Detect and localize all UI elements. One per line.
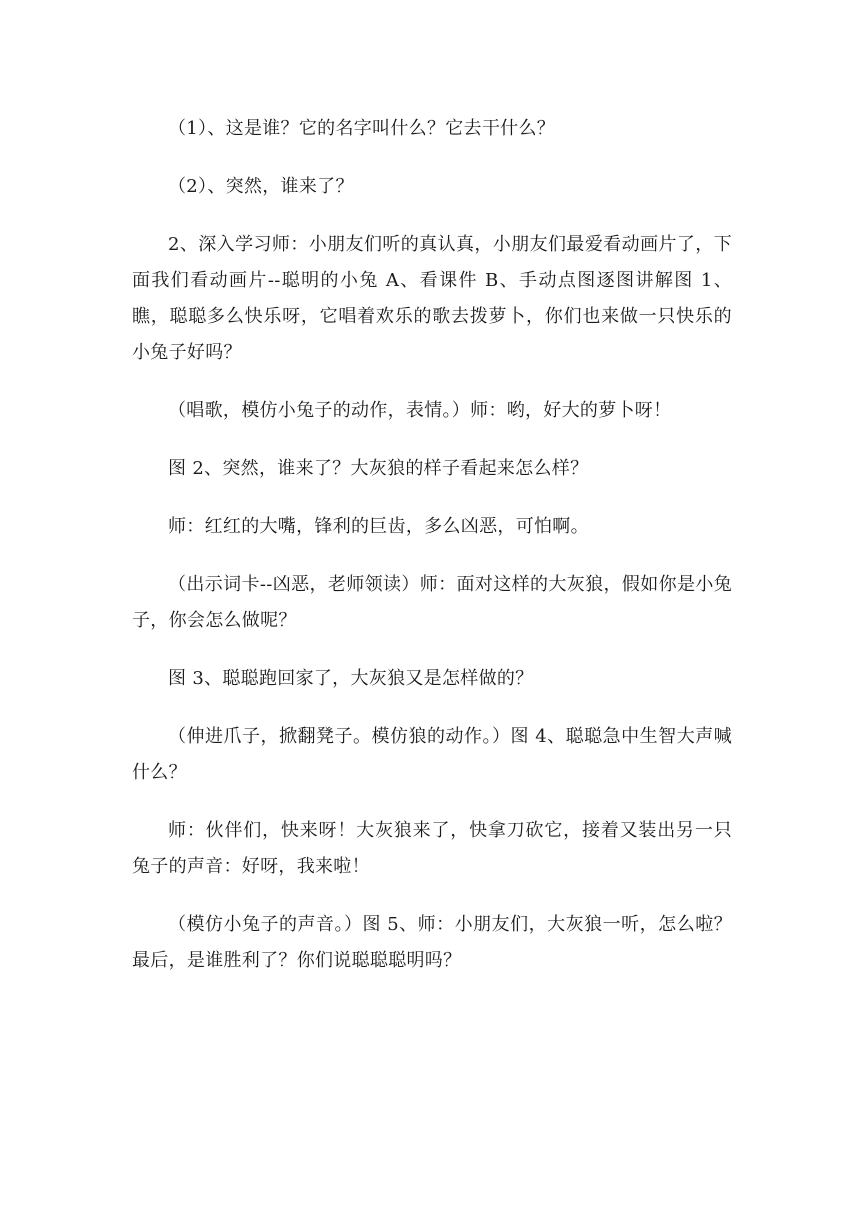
- paragraph-question-2: （2）、突然，谁来了？: [168, 176, 354, 197]
- paragraph-picture-3: 图 3、聪聪跑回家了，大灰狼又是怎样做的？: [168, 668, 534, 689]
- paragraph-singing: （唱歌，模仿小兔子的动作，表情。）师：哟，好大的萝卜呀！: [168, 400, 672, 421]
- paragraph-deep-learning: 2、深入学习师：小朋友们听的真认真，小朋友们最爱看动画片了，下面我们看动画片--聪明的小兔 A、看课件 B、手动点图逐图讲解图 1、瞧，聪聪多么快乐呀，它唱着欢乐的歌去拨萝卜，你们也来做一只快乐的小兔子好吗？: [132, 234, 732, 363]
- paragraph-question-1: （1）、这是谁？它的名字叫什么？它去干什么？: [168, 118, 556, 139]
- paragraph-picture-2: 图 2、突然，谁来了？大灰狼的样子看起来怎么样？: [168, 458, 589, 479]
- paragraph-teacher-wolf: 师：红红的大嘴，锋利的巨齿，多么凶恶，可怕啊。: [168, 516, 589, 537]
- document-body: [132, 111, 732, 1001]
- paragraph-picture-5: （模仿小兔子的声音。）图 5、师：小朋友们，大灰狼一听，怎么啦？最后，是谁胜利了？你们说聪聪聪明吗？: [132, 914, 732, 971]
- paragraph-teacher-friends: 师：伙伴们，快来呀！大灰狼来了，快拿刀砍它，接着又装出另一只兔子的声音：好呀，我来啦！: [132, 820, 732, 877]
- paragraph-picture-4: （伸进爪子，掀翻凳子。模仿狼的动作。）图 4、聪聪急中生智大声喊什么？: [132, 726, 732, 783]
- paragraph-word-card: （出示词卡--凶恶，老师领读）师：面对这样的大灰狼，假如你是小兔子，你会怎么做呢？: [132, 574, 732, 631]
